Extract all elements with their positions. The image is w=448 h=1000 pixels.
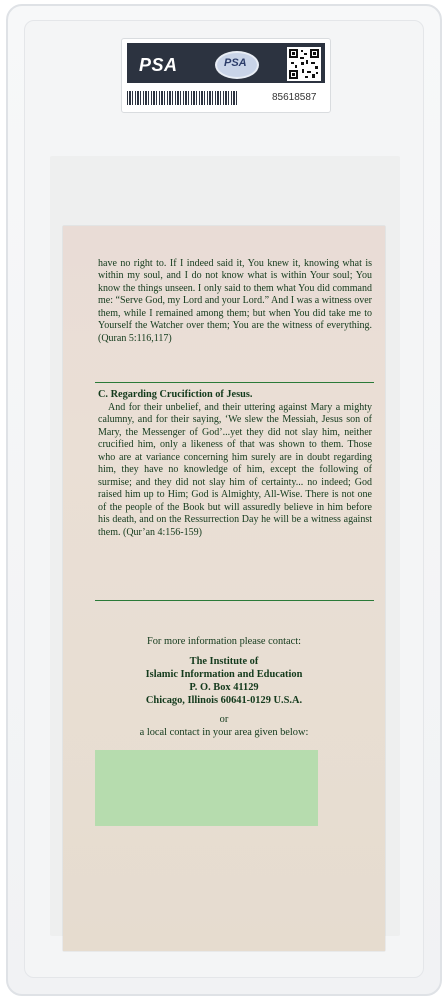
psa-label-band: [127, 43, 325, 83]
org-address-city: Chicago, Illinois 60641-0129 U.S.A.: [145, 695, 303, 706]
qr-code-icon: [287, 47, 321, 81]
psa-logo-text: PSA: [139, 55, 178, 75]
or-text: or: [219, 714, 229, 725]
quran-passage-1: have no right to. If I indeed said it, You knew it, knowing what is within my soul, and I do not know what is within Your soul; You know the things unseen. I only said to them what You did command me: “Serve God, my Lord and your Lord.” And I was a witness over them, while I remained among them; but when You did take me to Yourself the Watcher over them; You are the witness of everything. (Quran 5:116,117): [98, 258, 372, 344]
psa-label: [121, 38, 331, 113]
divider-top: [95, 382, 374, 383]
quran-passage-2: And for their unbelief, and their uttering against Mary a mighty calumny, and for their saying, ‘We slew the Messiah, Jesus son of Mary, the Messenger of God’...yet they did not slay him, neither crucified him, only a likeness of that was shown to them. Those who are at variance concerning him surely are in doubt regarding him, they have no knowledge of him, except the following of surmise; and they did not slay him of certainty... no indeed; God raised him up to Him; God is Almighty, All-Wise. There is not one of the people of the Book but will assuredly believe in him before his death, and on the Ressurrection Day he will be a witness against them. (Qur’an 4:156-159): [98, 402, 372, 538]
divider-bottom: [95, 600, 374, 601]
local-contact-text: a local contact in your area given below:: [139, 727, 309, 738]
org-address-po: P. O. Box 41129: [189, 682, 259, 693]
org-name-line1: The Institute of: [189, 656, 259, 667]
cert-number: 85618587: [272, 92, 317, 103]
local-contact-box: [95, 750, 318, 826]
org-name-line2: Islamic Information and Education: [145, 669, 303, 680]
barcode: [127, 91, 237, 105]
section-heading: C. Regarding Crucifiction of Jesus.: [98, 389, 253, 400]
psa-oval-text: PSA: [224, 57, 247, 69]
pamphlet: [63, 226, 385, 951]
contact-intro: For more information please contact:: [146, 636, 302, 647]
psa-oval-logo: [215, 51, 259, 79]
